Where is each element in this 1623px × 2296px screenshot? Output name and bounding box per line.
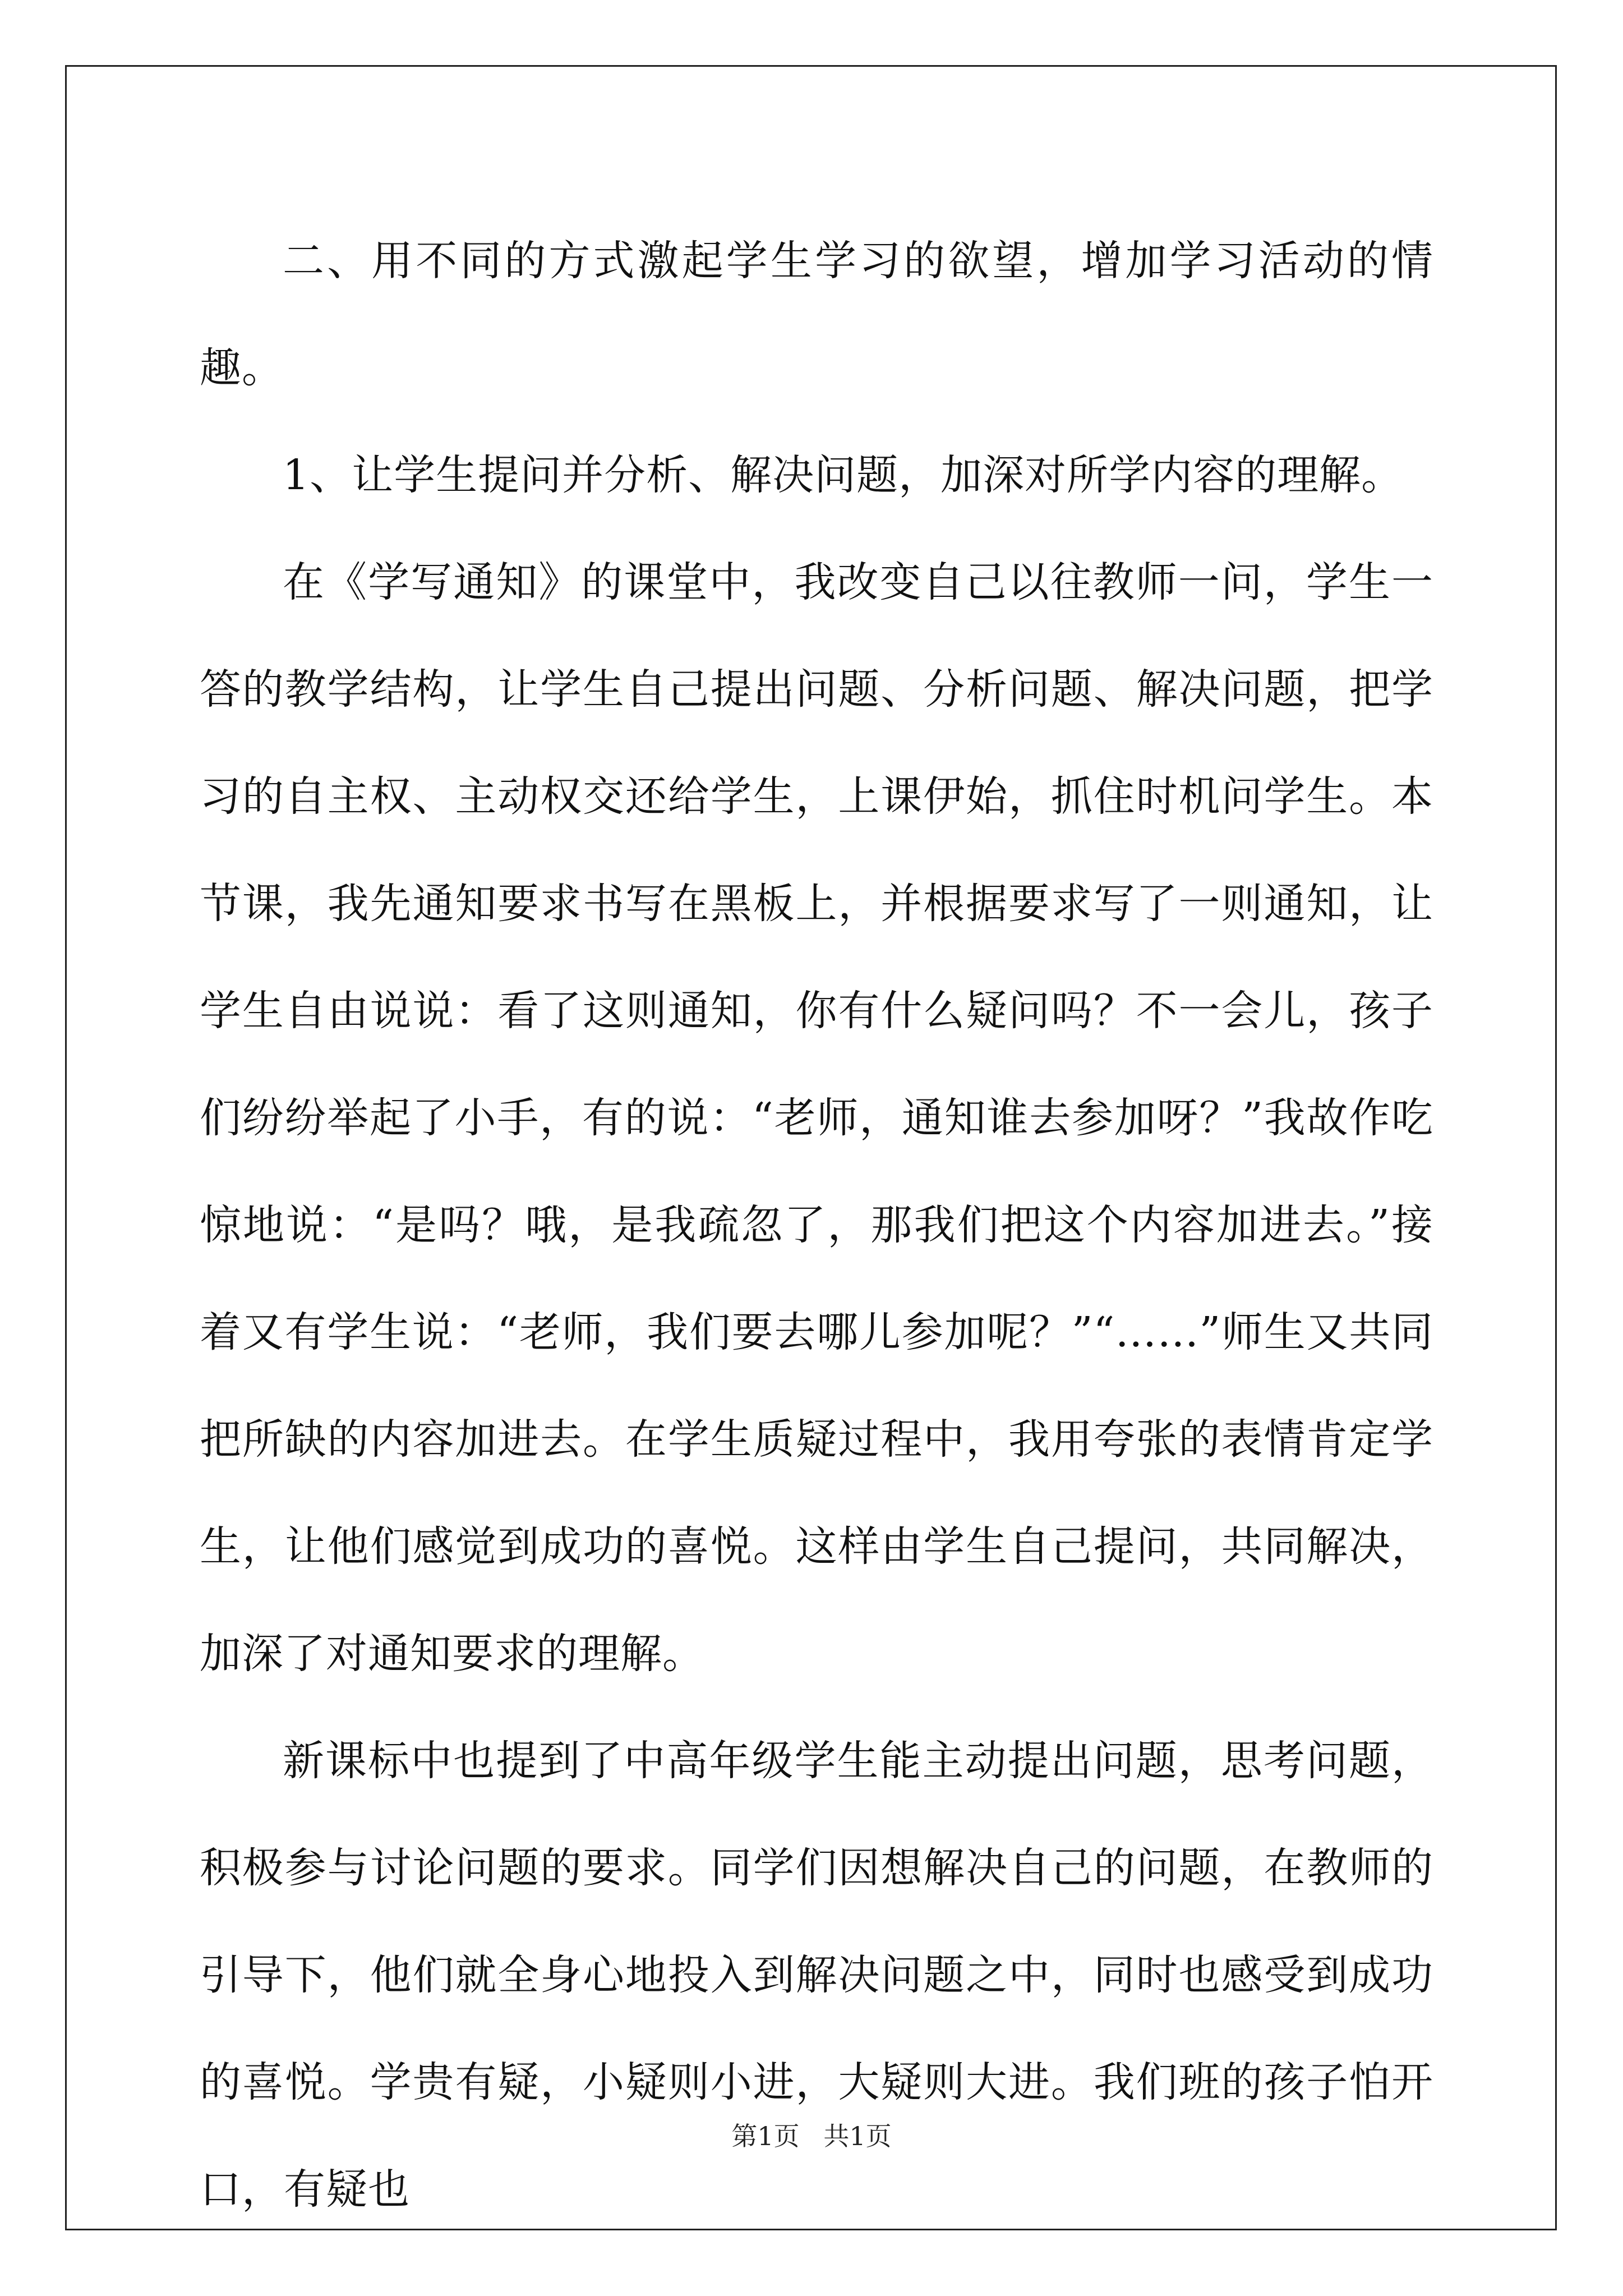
document-body xyxy=(200,208,1433,2243)
page-total: 共1页 xyxy=(823,2121,892,2151)
page-number: 第1页 xyxy=(731,2121,800,2151)
body-paragraph: 新课标中也提到了中高年级学生能主动提出问题，思考问题，积极参与讨论问题的要求。同学们因想解决自己的问题，在教师的引导下，他们就全身心地投入到解决问题之中，同时也感受到成功的喜悦。学贵有疑，小疑则小进，大疑则大进。我们班的孩子怕开口，有疑也 xyxy=(200,1737,1433,2214)
section-heading: 二、用不同的方式激起学生学习的欲望，增加学习活动的情趣。 xyxy=(200,237,1433,392)
page-footer xyxy=(0,2116,1623,2153)
subsection-heading: 1、让学生提问并分析、解决问题，加深对所学内容的理解。 xyxy=(283,451,1404,499)
body-paragraph: 在《学写通知》的课堂中，我改变自己以往教师一问，学生一答的教学结构，让学生自己提出问题、分析问题、解决问题，把学习的自主权、主动权交还给学生，上课伊始，抓住时机问学生。本节课，我先通知要求书写在黑板上，并根据要求写了一则通知，让学生自由说说：看了这则通知，你有什么疑问吗？不一会儿，孩子们纷纷举起了小手，有的说：“老师，通知谁去参加呀？”我故作吃惊地说：“是吗？哦，是我疏忽了，那我们把这个内容加进去。”接着又有学生说：“老师，我们要去哪儿参加呢？”“……”师生又共同把所缺的内容加进去。在学生质疑过程中，我用夸张的表情肯定学生，让他们感觉到成功的喜悦。这样由学生自己提问，共同解决，加深了对通知要求的理解。 xyxy=(200,558,1433,1678)
